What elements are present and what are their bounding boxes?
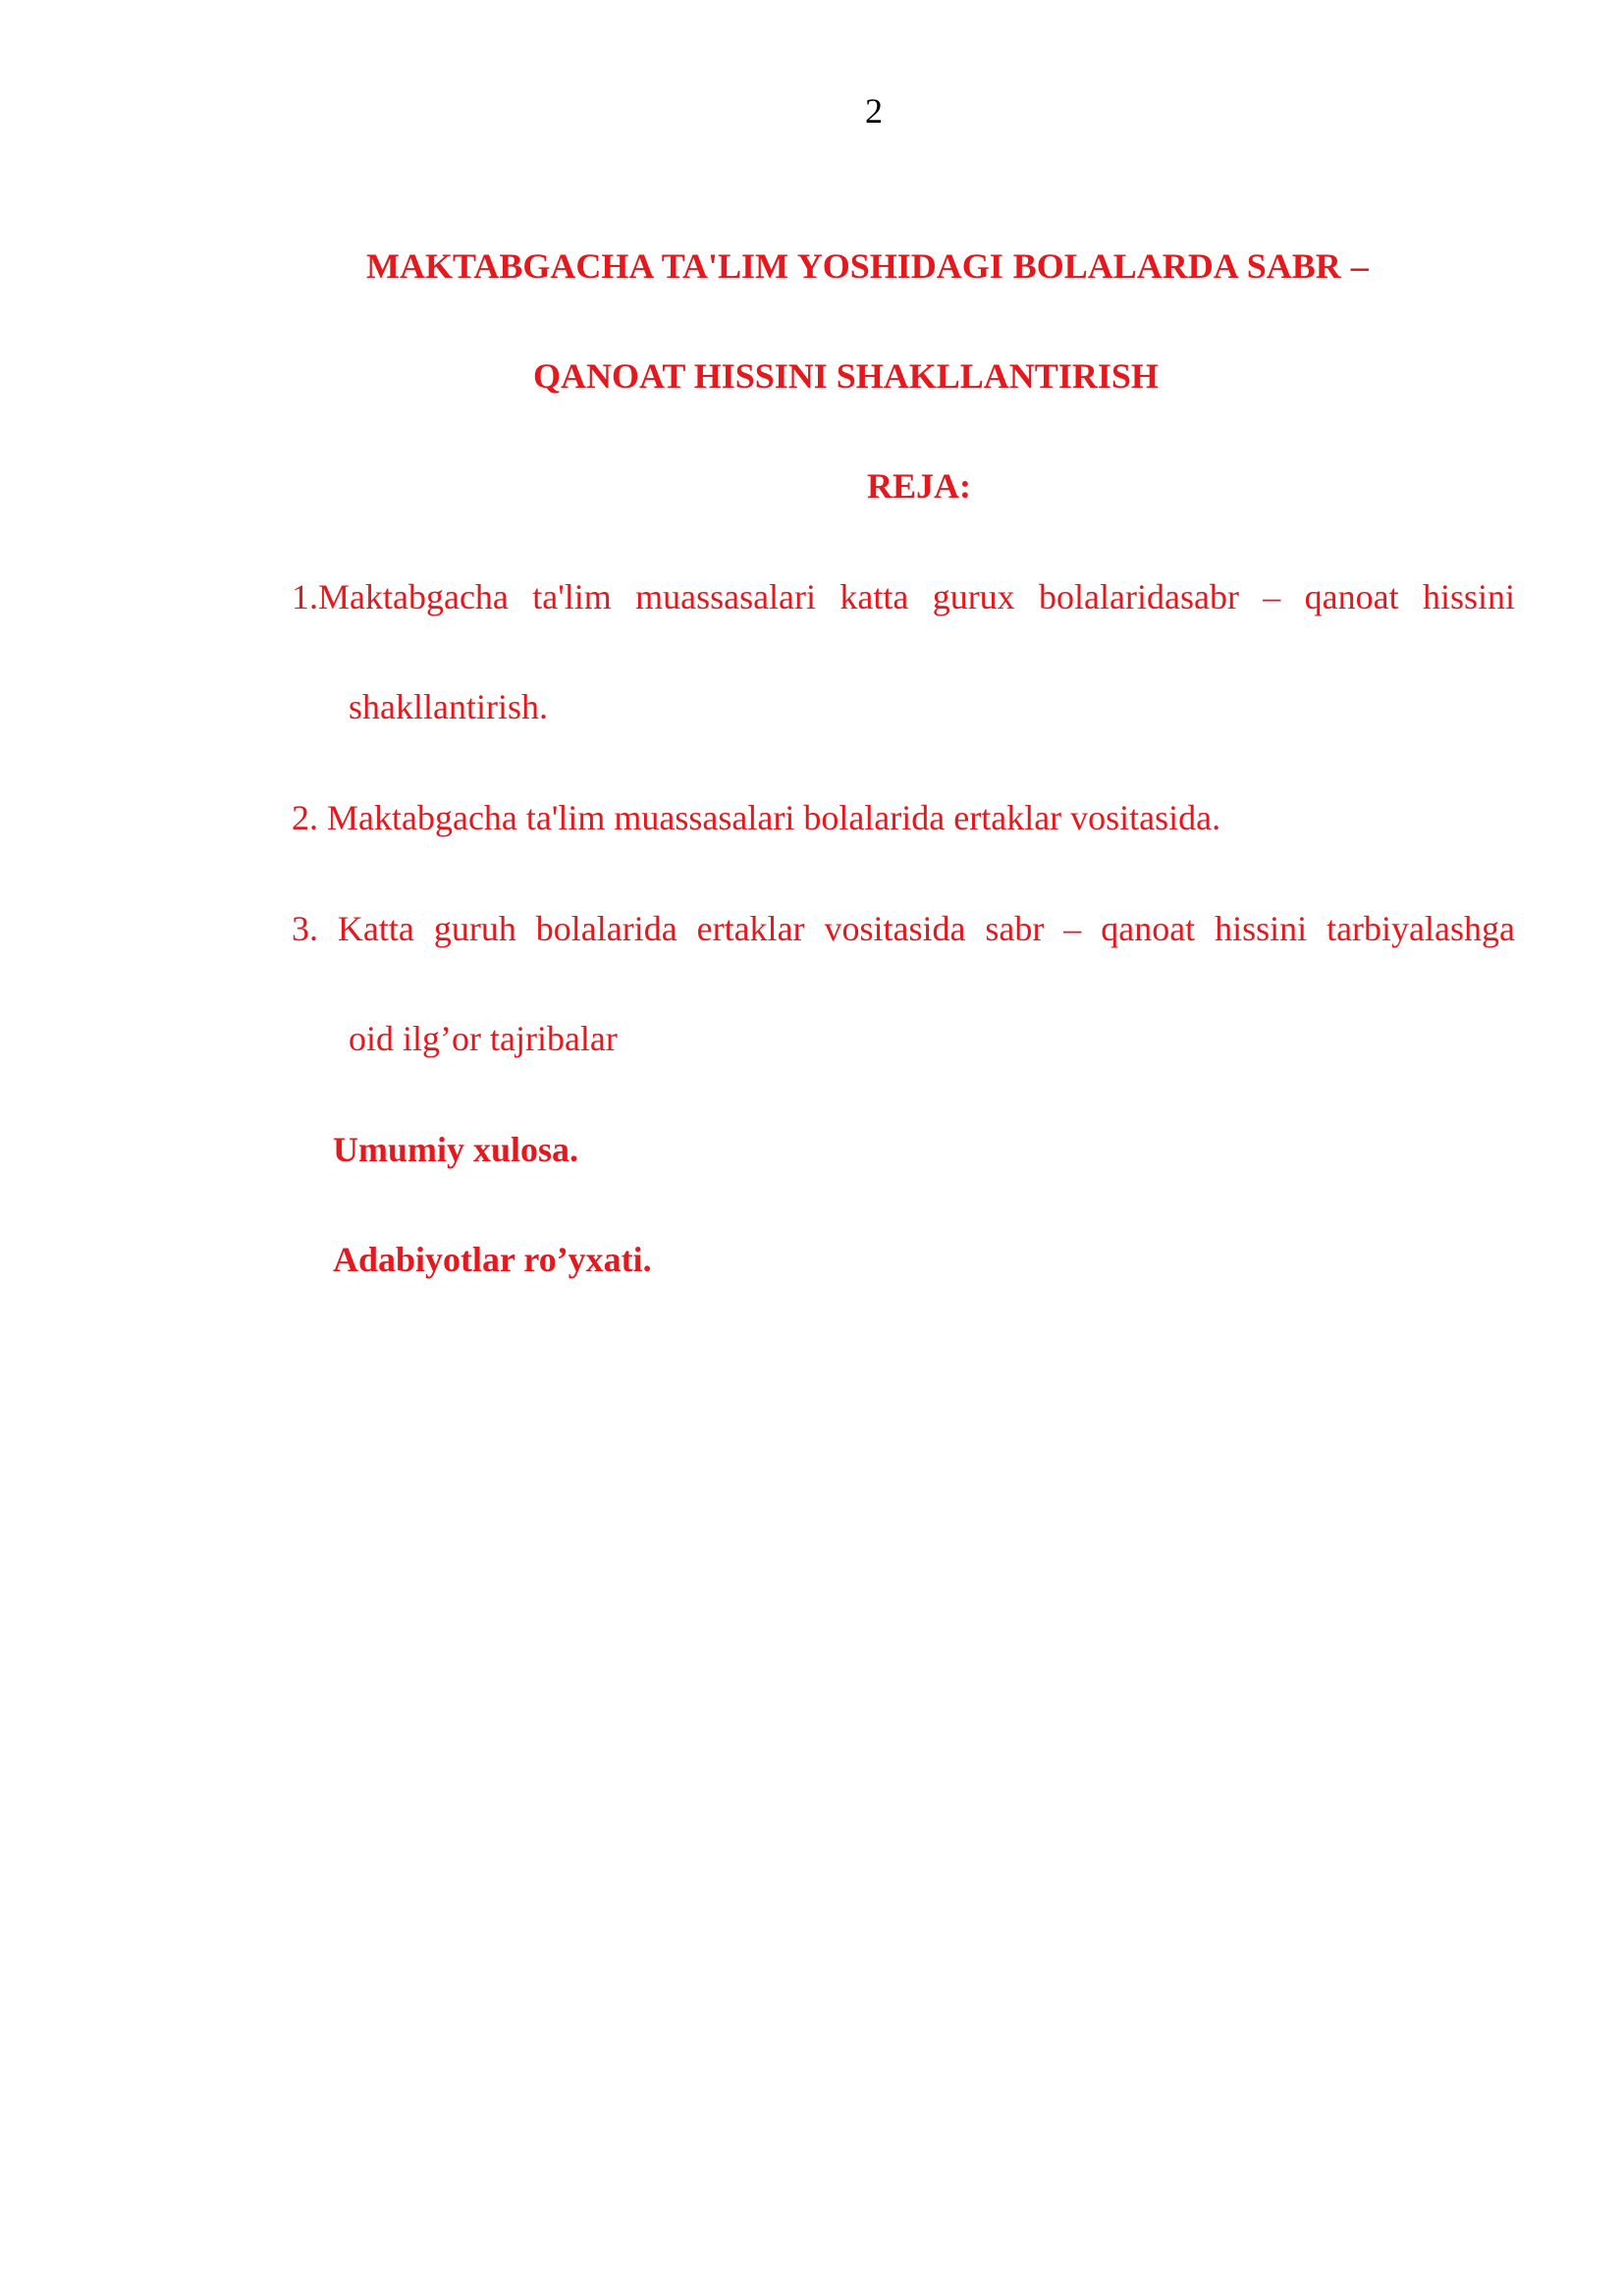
document-title-line-1: MAKTABGACHA TA'LIM YOSHIDAGI BOLALARDA SABR –: [366, 246, 1369, 286]
plan-heading: REJA:: [867, 466, 971, 506]
page-number: 2: [865, 91, 883, 131]
plan-summary: Umumiy xulosa.: [333, 1130, 579, 1169]
plan-item-3-line-1: 3. Katta guruh bolalarida ertaklar vositasida sabr – qanoat hissini tarbiyalashga: [292, 909, 1515, 948]
plan-item-2: 2. Maktabgacha ta'lim muassasalari bolalarida ertaklar vositasida.: [292, 798, 1221, 837]
document-title-line-2: QANOAT HISSINI SHAKLLANTIRISH: [533, 356, 1159, 396]
plan-item-3-line-2: oid ilg’or tajribalar: [349, 1019, 618, 1058]
plan-references: Adabiyotlar ro’yxati.: [333, 1240, 652, 1279]
plan-item-1-line-2: shakllantirish.: [349, 687, 548, 726]
plan-item-1-line-1: 1.Maktabgacha ta'lim muassasalari katta gurux bolalaridasabr – qanoat hissini: [292, 577, 1515, 616]
